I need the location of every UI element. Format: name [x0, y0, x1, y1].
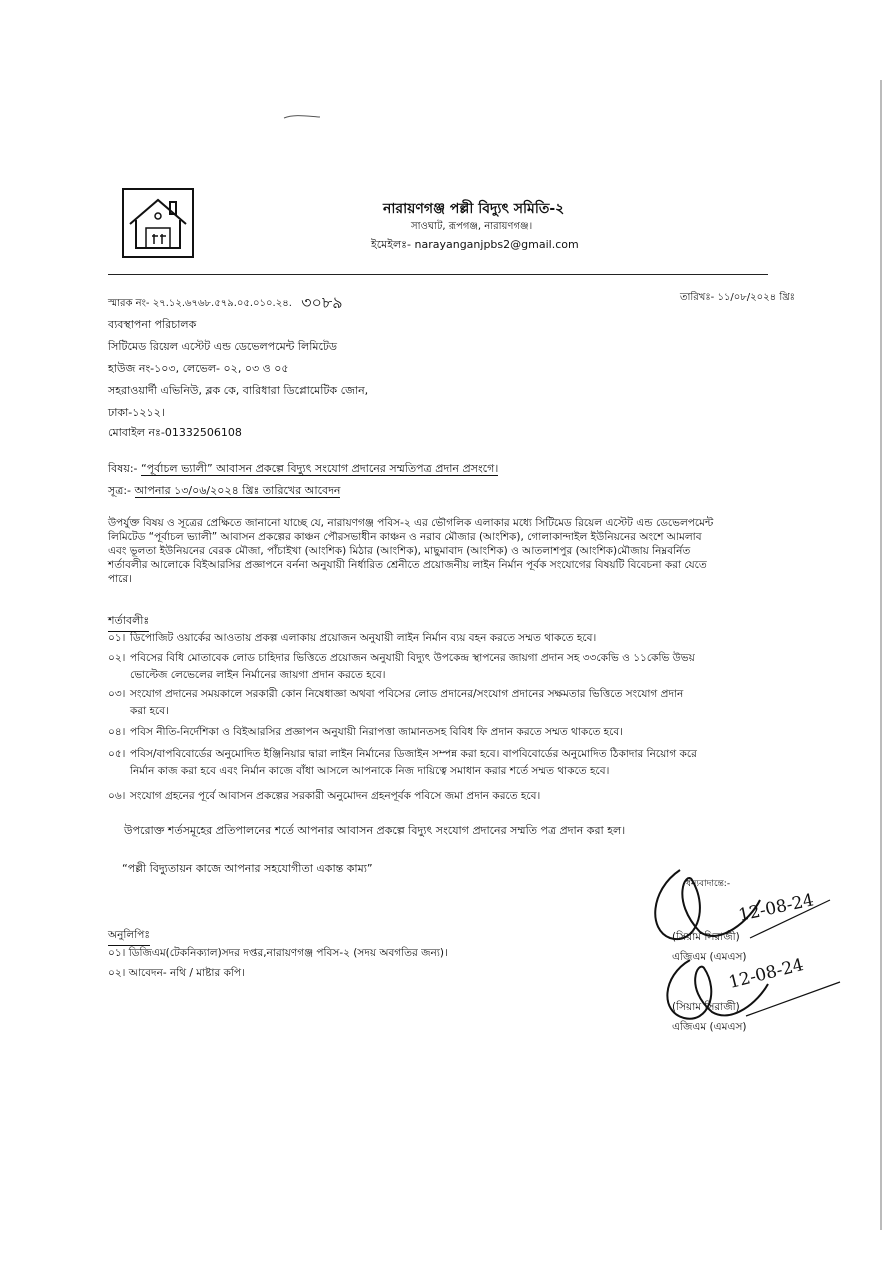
- reference-label: সূত্র:-: [108, 484, 132, 497]
- condition-text: পবিস/বাপবিবোর্ডের অনুমোদিত ইঞ্জিনিয়ার দ্বারা লাইন নির্মানের ডিজাইন সম্পন্ন করা হবে। বাপবিবোর্ডের অনুমোদিত ঠিকাদার নিয়োগ করে: [130, 748, 697, 760]
- condition-number: ০১।: [108, 632, 126, 644]
- signatory-designation: এজিএম (এমএস): [672, 1021, 747, 1033]
- cc-item: ০১। ডিজিএম(টেকনিক্যাল)সদর দপ্তর,নারায়ণগঞ্জ পবিস-২ (সদয় অবগতির জন্য)।: [108, 947, 448, 959]
- condition-text: নির্মান কাজ করা হবে এবং নির্মান কাজে বাঁধা আসলে আপনাকে নিজ দায়িত্বে সমাধান করার শর্তে সম্মত থাকতে হবে।: [130, 765, 610, 777]
- condition-item: [108, 630, 596, 647]
- scan-mark: [282, 112, 322, 122]
- condition-text: ভোল্টেজ লেভেলের লাইন নির্মানের জায়গা প্রদান করতে হবে।: [130, 669, 386, 681]
- body-line: লিমিটেড “পূর্বাচল ভ্যালী” আবাসন প্রকল্পের কাঞ্চন পৌরসভাধীন কাঞ্চন ও নরাব মৌজার (আংশিক), গোলাকান্দাইল ইউনিয়নের অংশে আমলাব: [108, 531, 702, 543]
- org-email: ইমেইলঃ- narayanganjpbs2@gmail.com: [371, 238, 579, 251]
- handwritten-date-1: 12-08-24: [736, 890, 816, 926]
- thanks-text: ধন্যবাদান্তে:-: [686, 879, 731, 889]
- body-line: পারে।: [108, 573, 132, 585]
- cc-item: ০২। আবেদন- নথি / মাষ্টার কপি।: [108, 967, 245, 979]
- org-name: নারায়ণগঞ্জ পল্লী বিদ্যুৎ সমিতি-২: [383, 201, 565, 217]
- recipient-line: ঢাকা-১২১২।: [108, 406, 165, 419]
- signatory-designation: এজিএম (এমএস): [672, 951, 747, 963]
- subject-line: [108, 460, 498, 479]
- body-line: উপর্যুক্ত বিষয় ও সূত্রের প্রেক্ষিতে জানানো যাচ্ছে যে, নারায়ণগঞ্জ পবিস-২ এর ভৌগলিক এলাকার মধ্যে সিটিমেড রিয়েল এস্টেট এন্ড ডেভেলপমেন্ট: [108, 517, 714, 529]
- recipient-line: সিটিমেড রিয়েল এস্টেট এন্ড ডেভেলপমেন্ট লিমিটেড: [108, 340, 338, 353]
- reference-text: আপনার ১৩/০৬/২০২৪ খ্রিঃ তারিখের আবেদন: [134, 484, 341, 497]
- conditions-title: শর্তাবলীঃ: [108, 612, 149, 632]
- condition-number: ০৪।: [108, 726, 126, 738]
- recipient-line: মোবাইল নঃ-01332506108: [108, 426, 242, 439]
- recipient-line: হাউজ নং-১০৩, লেভেল- ০২, ০৩ ও ০৫: [108, 362, 289, 375]
- closing-statement: উপরোক্ত শর্তসমূহের প্রতিপালনের শর্তে আপনার আবাসন প্রকল্পে বিদ্যুৎ সংযোগ প্রদানের সম্মতি পত্র প্রদান করা হল।: [124, 824, 626, 837]
- memo-handwritten-number: ৩০৮৯: [301, 293, 343, 312]
- memo-number-text: স্মারক নং- ২৭.১২.৬৭৬৮.৫৭৯.০৫.০১০.২৪.: [108, 298, 292, 309]
- body-paragraph: [108, 516, 768, 586]
- header-divider: [108, 274, 768, 275]
- pbs-logo-icon: [122, 188, 194, 258]
- condition-text: সংযোগ গ্রহনের পূর্বে আবাসন প্রকল্পের সরকারী অনুমোদন গ্রহনপূর্বক পবিসে জমা প্রদান করতে হবে।: [130, 790, 541, 802]
- condition-text: পবিসের বিধি মোতাবেক লোড চাহিদার ভিত্তিতে প্রয়োজন অনুযায়ী বিদ্যুৎ উপকেন্দ্র স্থাপনের জায়গা প্রদান সহ ৩৩কেভি ও ১১কেভি উভয়: [130, 652, 695, 664]
- condition-number: ০২।: [108, 652, 126, 664]
- signatory-name: (সিয়াম সিরাজী): [672, 931, 740, 943]
- signatory-name: (সিয়াম সিরাজী): [672, 1001, 740, 1013]
- condition-item: [108, 746, 697, 780]
- scan-edge: [880, 80, 882, 1230]
- condition-text: ডিপোজিট ওয়ার্কের আওতায় প্রকল্প এলাকায় প্রয়োজন অনুযায়ী লাইন নির্মান ব্যয় বহন করতে সম্মত থাকতে হবে।: [130, 632, 597, 644]
- memo-number: [108, 290, 343, 317]
- condition-item: [108, 788, 540, 805]
- body-line: শর্তাবলীর আলোকে বিইআরসির প্রজ্ঞাপনে বর্ননা অনুযায়ী নির্ধারিত শ্রেনীতে প্রয়োজনীয় লাইন নির্মান পূর্বক সংযোগের বিষয়টি বিবেচনা করা যেতে: [108, 559, 707, 571]
- subject-label: বিষয়:-: [108, 462, 138, 475]
- body-line: এবং ভূলতা ইউনিয়নের বেরক মৌজা, পাঁচাইখা (আংশিক) মিঠার (আংশিক), মাছুমাবাদ (আংশিক) ও আতলাশপুর (আংশিক)মৌজায় নিম্নবর্নিত: [108, 545, 691, 557]
- condition-item: [108, 724, 623, 741]
- slogan: “পল্লী বিদ্যুতায়ন কাজে আপনার সহযোগীতা একান্ত কাম্য”: [122, 862, 373, 875]
- cc-title: অনুলিপিঃ: [108, 928, 150, 946]
- condition-item: [108, 686, 683, 720]
- subject-text: “পূর্বাচল ভ্যালী” আবাসন প্রকল্পে বিদ্যুৎ সংযোগ প্রদানের সম্মতিপত্র প্রদান প্রসংগে।: [141, 462, 499, 475]
- condition-number: ০৫।: [108, 748, 126, 760]
- condition-number: ০৬।: [108, 790, 126, 802]
- condition-text: করা হবে।: [130, 705, 169, 717]
- reference-line: [108, 482, 340, 501]
- condition-number: ০৩।: [108, 688, 126, 700]
- condition-item: [108, 650, 695, 684]
- recipient-line: ব্যবস্থাপনা পরিচালক: [108, 318, 197, 331]
- org-address: সাওঘাট, রূপগঞ্জ, নারায়ণগঞ্জ।: [411, 221, 533, 232]
- condition-text: পবিস নীতি-নির্দেশিকা ও বিইআরসির প্রজ্ঞাপন অনুযায়ী নিরাপত্তা জামানতসহ বিবিধ ফি প্রদান করতে সম্মত থাকতে হবে।: [130, 726, 624, 738]
- handwritten-date-2: 12-08-24: [726, 955, 806, 993]
- recipient-line: সহরাওয়ার্দী এভিনিউ, ব্লক কে, বারিধারা ডিপ্লোমেটিক জোন,: [108, 384, 369, 397]
- letter-date: তারিখঃ- ১১/০৮/২০২৪ খ্রিঃ: [680, 292, 795, 303]
- condition-text: সংযোগ প্রদানের সময়কালে সরকারী কোন নিষেধাজ্ঞা অথবা পবিসের লোড প্রদানের/সংযোগ প্রদানের সক্ষমতার ভিত্তিতে সংযোগ প্রদান: [130, 688, 684, 700]
